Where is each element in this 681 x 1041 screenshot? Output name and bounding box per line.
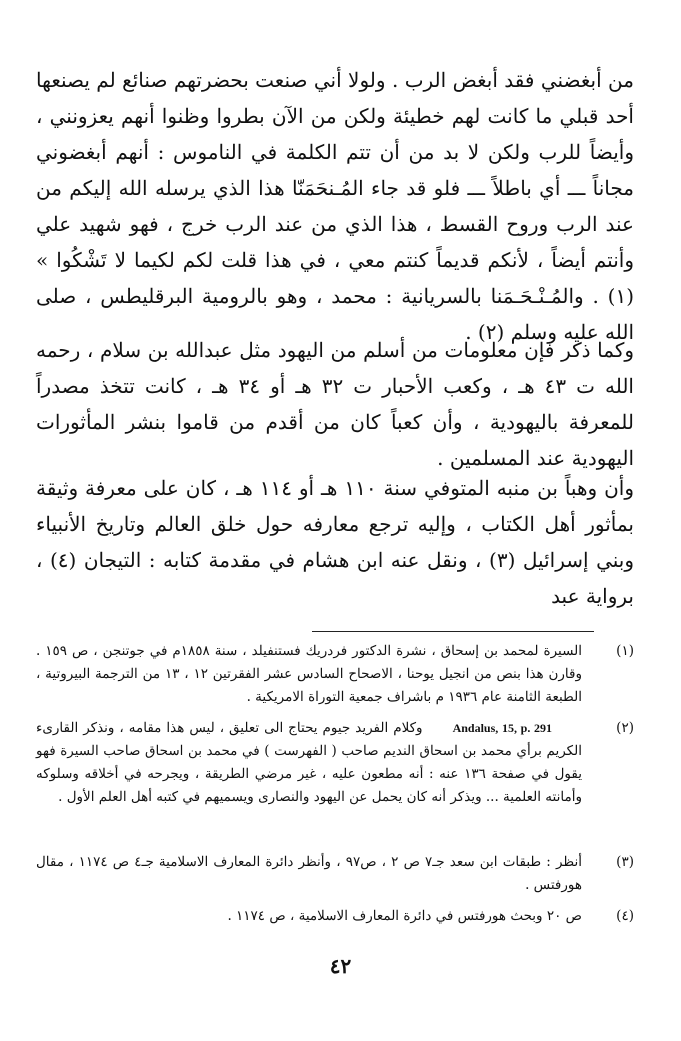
footnote-text: أنظر : طبقات ابن سعد جـ٧ ص ٢ ، ص٩٧ ، وأنظر دائرة المعارف الاسلامية جـ٤ ص ١١٧٤ ، مقال هورفتس . (36, 854, 583, 893)
body-paragraph-2: وكما ذكر فإن معلومات من أسلم من اليهود مثل عبدالله بن سلام ، رحمه الله ت ٤٣ هـ ، وكعب الأحبار ت ٣٢ هـ أو ٣٤ هـ ، كانت تتخذ مصدراً للمعرفة باليهودية ، وأن كعباً كان من أقدم من قاموا بنشر المأثورات اليهودية عند المسلمين . (36, 338, 634, 470)
page-number: ٤٢ (329, 954, 352, 978)
footnote-3 (36, 851, 634, 897)
footnote-text: ص ٢٠ وبحث هورفتس في دائرة المعارف الاسلامية ، ص ١١٧٤ . (227, 908, 582, 924)
footnote-separator (312, 631, 594, 632)
footnote-latin-reference: Andalus, 15, p. 291 (452, 721, 552, 735)
footnote-text: السيرة لمحمد بن إسحاق ، نشرة الدكتور فردريك فستنفيلد ، سنة ١٨٥٨م في جوتنجن ، ص ١٥٩ . وقارن هذا بنص من انجيل يوحنا ، الاصحاح السادس عشر الفقرتين ١٢ ، ١٣ من الترجمة البيروتية ، الطبعة الثامنة عام ١٩٣٦ م باشراف جمعية التوراة الامريكية . (36, 643, 582, 705)
footnote-text (36, 717, 582, 809)
footnote-number: (٢) (616, 720, 634, 736)
footnote-1 (36, 640, 634, 709)
footnote-text-body: وكلام الفريد جيوم يحتاج الى تعليق ، ليس هذا مقامه ، ونذكر القارىء الكريم برأي محمد بن اسحاق النديم صاحب ( الفهرست ) في محمد بن اسحاق صاحب السيرة فهو يقول في صفحة ١٣٦ عنه : أنه مطعون عليه ، غير مرضي الطريقة ، ويجرحه في أخلاقه وسلوكه وأمانته العلمية ... ويذكر أنه كان يحمل عن اليهود والنصارى ويسميهم في كتبه أهل العلم الأول . (36, 720, 582, 805)
footnote-2 (36, 717, 634, 809)
body-paragraph-1: من أبغضني فقد أبغض الرب . ولولا أني صنعت بحضرتهم صنائع لم يصنعها أحد قبلي ما كانت لهم خطيئة ولكن من الآن بطروا وظنوا أنهم يعزونني ، وأيضاً للرب ولكن لا بد من أن تتم الكلمة في الناموس : أنهم أبغضوني مجاناً ـــ أي باطلاً ـــ فلو قد جاء المُـنحَمَنّا هذا الذي يرسله الله إليكم من عند الرب وروح القسط ، هذا الذي من عند الرب خرج ، فهو شهيد علي وأنتم أيضاً ، لأنكم قديماً كنتم معي ، في هذا قلت لكم لكيما لا تَشْكُوا » (١) . والمُـنْـحَـمَنا بالسريانية : محمد ، وهو بالرومية البرقليطس ، صلى الله عليه وسلم (٢) . (36, 68, 634, 344)
body-paragraph-3: وأن وهباً بن منبه المتوفي سنة ١١٠ هـ أو ١١٤ هـ ، كان على معرفة وثيقة بمأثور أهل الكتاب ، وإليه ترجع معارفه حول خلق العالم وتاريخ الأنبياء وبني إسرائيل (٣) ، ونقل عنه ابن هشام في مقدمة كتابه : التيجان (٤) ، برواية عبد (36, 476, 634, 608)
footnote-number: (٣) (616, 854, 634, 870)
footnote-4 (36, 905, 634, 928)
footnote-number: (٤) (616, 908, 634, 924)
footnote-number: (١) (616, 643, 634, 659)
